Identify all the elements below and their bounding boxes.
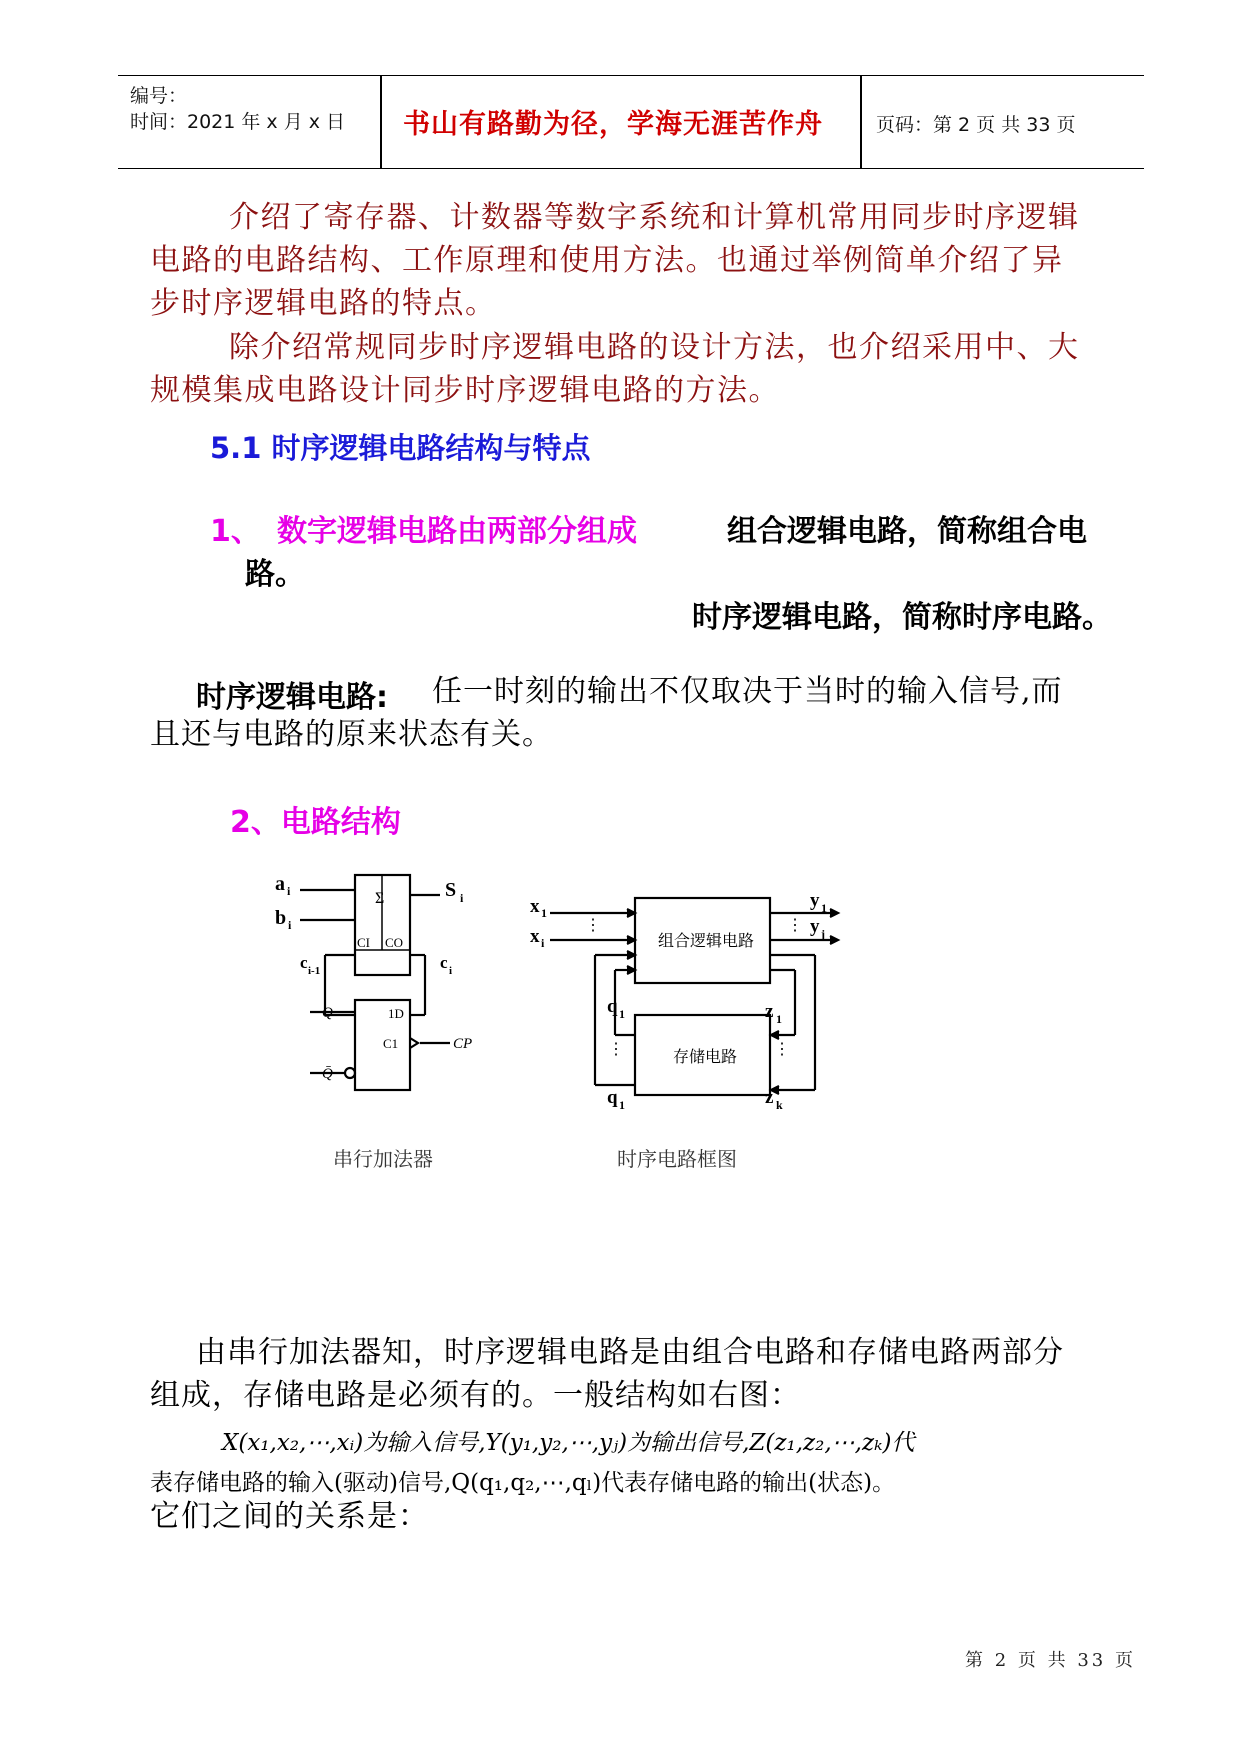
conclusion-text: 组成，存储电路是必须有的。一般结构如右图： — [150, 1378, 801, 1413]
input-a-label: a — [275, 873, 285, 895]
input-b-label: b — [275, 907, 287, 929]
point2-title: 2、电路结构 — [230, 805, 401, 840]
carry-out-signal-label: c — [440, 953, 448, 972]
intro-line: 除介绍常规同步时序逻辑电路的设计方法，也介绍采用中、大 — [229, 330, 1080, 365]
point1-number: 1、 — [210, 514, 261, 549]
subscript-i: i — [287, 884, 291, 898]
block-diagram-caption: 时序电路框图 — [617, 1147, 737, 1171]
doc-number-label: 编号： — [130, 85, 188, 107]
signal-definition-formula: 表存储电路的输入(驱动)信号,Q(q₁,q₂,⋯,qₗ)代表存储电路的输出(状态)。 — [150, 1470, 896, 1496]
d-input-label: 1D — [388, 1006, 404, 1021]
header-page-info: 页码：第 2 页 共 33 页 — [876, 114, 1076, 136]
subscript-i: i — [541, 936, 545, 950]
subscript-k: k — [776, 1098, 783, 1112]
intro-line: 介绍了寄存器、计数器等数字系统和计算机常用同步时序逻辑 — [229, 200, 1080, 235]
ellipsis-dots: ⋮ — [608, 1041, 624, 1058]
intro-line: 电路的电路结构、工作原理和使用方法。也通过举例简单介绍了异 — [150, 243, 1064, 278]
subscript-i: i — [460, 891, 464, 905]
intro-line: 步时序逻辑电路的特点。 — [150, 286, 497, 321]
subscript-i: i — [449, 965, 453, 977]
subscript-j: j — [821, 927, 825, 941]
sequential-block-diagram — [525, 880, 865, 1120]
sequential-definition: 时序逻辑电路，简称时序电路。 — [692, 600, 1112, 635]
serial-adder-caption: 串行加法器 — [333, 1147, 433, 1171]
header-divider — [380, 76, 382, 168]
drive-zk-label: z — [765, 1087, 774, 1108]
output-y1-label: y — [810, 890, 820, 911]
carry-in-label: CI — [357, 935, 370, 950]
sigma-symbol: Σ — [375, 890, 385, 907]
doc-time-label: 时间：2021 年 x 月 x 日 — [130, 111, 346, 133]
conclusion-text: 它们之间的关系是： — [150, 1499, 429, 1534]
state-ql-label: q — [607, 1087, 618, 1108]
output-yj-label: y — [810, 916, 820, 937]
sum-output-label: S — [445, 879, 457, 901]
header-divider — [860, 76, 862, 168]
combinational-definition: 组合逻辑电路，简称组合电 — [727, 514, 1087, 549]
memory-block-label: 存储电路 — [673, 1047, 738, 1066]
signal-definition-formula: X(x₁,x₂,⋯,xᵢ)为输入信号,Y(y₁,y₂,⋯,yⱼ)为输出信号,Z(z₁,z₂,⋯,zₖ)代 — [222, 1430, 915, 1456]
ellipsis-dots: ⋮ — [585, 917, 601, 934]
page-footer: 第 2 页 共 33 页 — [965, 1650, 1136, 1671]
cp-label: CP — [453, 1036, 473, 1052]
subscript-1: 1 — [821, 901, 827, 915]
carry-out-label: CO — [385, 935, 404, 950]
carry-prev-label: c — [300, 953, 308, 972]
combinational-definition-cont: 路。 — [245, 557, 305, 592]
subscript-1: 1 — [619, 1007, 625, 1021]
section-title: 5.1 时序逻辑电路结构与特点 — [210, 431, 591, 465]
subscript-1: 1 — [541, 906, 547, 920]
combinational-block-label: 组合逻辑电路 — [658, 931, 755, 950]
clock-input-label: C1 — [383, 1036, 399, 1051]
drive-z1-label: z — [765, 1001, 774, 1022]
q-output-label: Q — [322, 1005, 333, 1021]
definition-text: 且还与电路的原来状态有关。 — [150, 717, 553, 752]
conclusion-text: 由串行加法器知，时序逻辑电路是由组合电路和存储电路两部分 — [196, 1335, 1064, 1370]
qbar-output-label: Q̄ — [322, 1066, 333, 1082]
state-q1-label: q — [607, 996, 618, 1017]
ellipsis-dots: ⋮ — [774, 1041, 790, 1058]
subscript-i: i — [288, 918, 292, 932]
input-xi-label: x — [530, 926, 540, 947]
serial-adder-diagram — [260, 860, 490, 1100]
point1-title: 数字逻辑电路由两部分组成 — [277, 514, 637, 549]
subscript-1: 1 — [619, 1098, 625, 1112]
input-x1-label: x — [530, 896, 540, 917]
page-header — [118, 75, 1144, 169]
definition-term: 时序逻辑电路: — [196, 680, 388, 715]
subscript-1: 1 — [776, 1012, 782, 1026]
definition-text: 任一时刻的输出不仅取决于当时的输入信号,而 — [432, 674, 1063, 709]
ellipsis-dots: ⋮ — [787, 917, 803, 934]
carry-prev-subscript: i-1 — [308, 965, 321, 977]
header-motto: 书山有路勤为径，学海无涯苦作舟 — [403, 109, 823, 140]
intro-line: 规模集成电路设计同步时序逻辑电路的方法。 — [150, 373, 780, 408]
